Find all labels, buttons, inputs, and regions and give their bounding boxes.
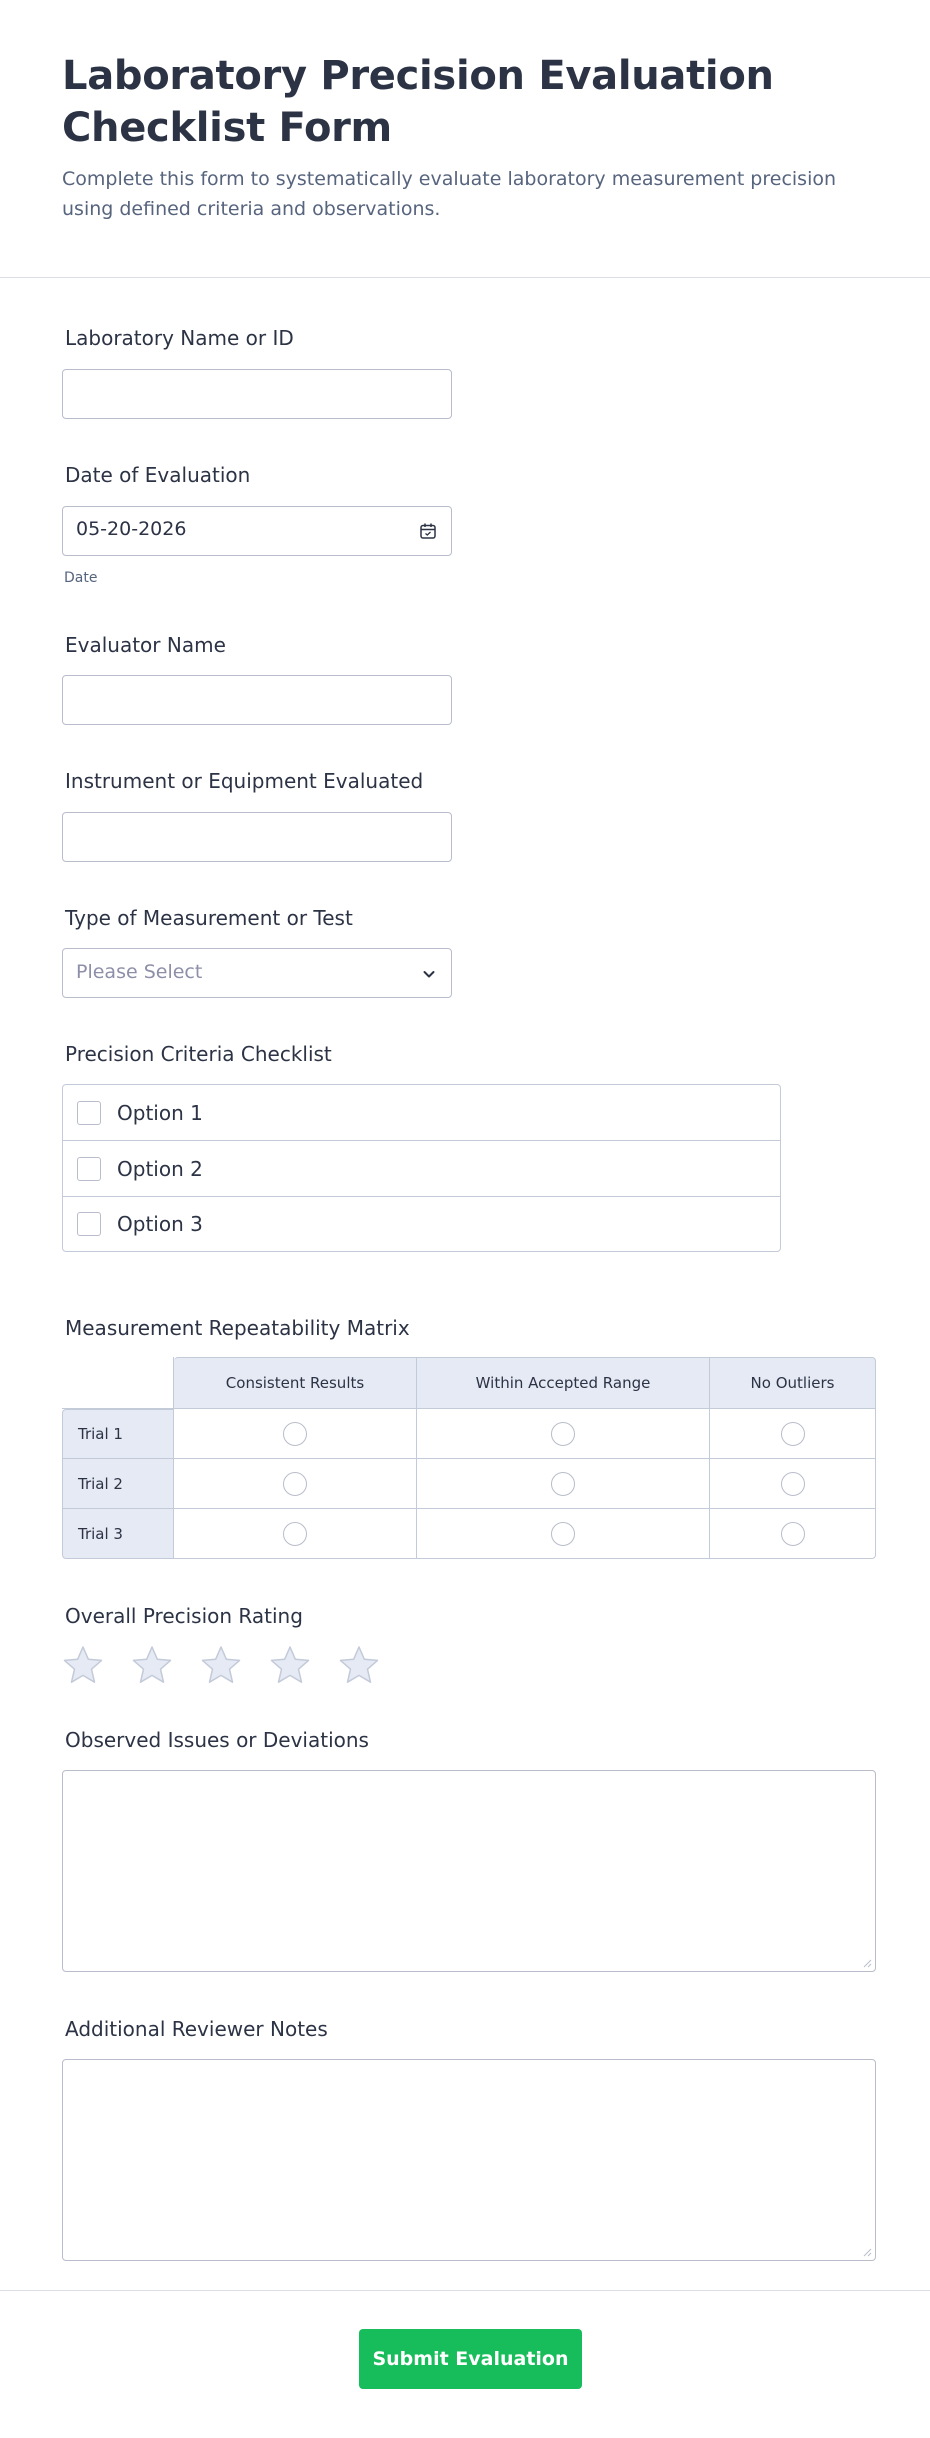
- calendar-icon[interactable]: [419, 522, 437, 540]
- radio-button[interactable]: [283, 1522, 307, 1546]
- checkbox[interactable]: [77, 1157, 101, 1181]
- checklist-label: Precision Criteria Checklist: [65, 1042, 332, 1066]
- matrix-corner: [62, 1357, 174, 1409]
- matrix-column-header: No Outliers: [710, 1357, 876, 1409]
- form-title: Laboratory Precision Evaluation Checklist Form: [62, 53, 774, 151]
- date-input[interactable]: [62, 506, 452, 556]
- instrument-label: Instrument or Equipment Evaluated: [65, 769, 424, 793]
- matrix-cell[interactable]: [417, 1409, 710, 1459]
- matrix-cell[interactable]: [174, 1409, 417, 1459]
- matrix-label: Measurement Repeatability Matrix: [65, 1316, 410, 1340]
- form-description: Complete this form to systematically evaluate laboratory measurement precision using defined criteria and observations.: [62, 168, 837, 220]
- repeatability-matrix: [62, 1357, 876, 1559]
- checklist-option[interactable]: [63, 1141, 780, 1197]
- notes-textarea[interactable]: [62, 2059, 876, 2261]
- checklist-option-label: Option 1: [117, 1100, 203, 1125]
- date-label: Date of Evaluation: [65, 463, 251, 487]
- checkbox[interactable]: [77, 1212, 101, 1236]
- matrix-cell[interactable]: [417, 1459, 710, 1509]
- matrix-cell[interactable]: [710, 1409, 876, 1459]
- checklist-option-label: Option 3: [117, 1212, 203, 1236]
- matrix-row-header: Trial 3: [62, 1509, 174, 1559]
- rating-label: Overall Precision Rating: [65, 1604, 303, 1628]
- matrix-row: [62, 1509, 876, 1559]
- lab-name-label: Laboratory Name or ID: [65, 326, 294, 350]
- checkbox[interactable]: [77, 1101, 101, 1125]
- form-footer: [0, 2290, 930, 2438]
- evaluator-label: Evaluator Name: [65, 633, 226, 657]
- matrix-row: [62, 1409, 876, 1459]
- radio-button[interactable]: [283, 1422, 307, 1446]
- resize-handle-icon[interactable]: [862, 1958, 872, 1968]
- issues-label: Observed Issues or Deviations: [65, 1728, 369, 1752]
- star-rating: [62, 1644, 407, 1686]
- date-sublabel: Date: [64, 570, 98, 586]
- radio-button[interactable]: [551, 1472, 575, 1496]
- radio-button[interactable]: [781, 1472, 805, 1496]
- radio-button[interactable]: [781, 1522, 805, 1546]
- matrix-cell[interactable]: [710, 1509, 876, 1559]
- date-value: 05-20-2026: [76, 518, 187, 540]
- matrix-column-header: Within Accepted Range: [417, 1357, 710, 1409]
- matrix-row-header: Trial 2: [62, 1459, 174, 1509]
- chevron-down-icon: [421, 966, 437, 982]
- radio-button[interactable]: [551, 1522, 575, 1546]
- evaluator-input[interactable]: [62, 675, 452, 725]
- checklist-option[interactable]: [63, 1197, 780, 1251]
- matrix-row: [62, 1459, 876, 1509]
- star-icon[interactable]: [62, 1644, 104, 1686]
- matrix-cell[interactable]: [417, 1509, 710, 1559]
- submit-button[interactable]: Submit Evaluation: [359, 2329, 582, 2389]
- radio-button[interactable]: [283, 1472, 307, 1496]
- star-icon[interactable]: [269, 1644, 311, 1686]
- checklist-option-label: Option 2: [117, 1156, 203, 1181]
- matrix-cell[interactable]: [710, 1459, 876, 1509]
- checklist-group: [62, 1084, 781, 1252]
- radio-button[interactable]: [551, 1422, 575, 1446]
- matrix-column-header: Consistent Results: [174, 1357, 417, 1409]
- instrument-input[interactable]: [62, 812, 452, 862]
- measurement-type-placeholder: Please Select: [76, 961, 203, 983]
- star-icon[interactable]: [200, 1644, 242, 1686]
- star-icon[interactable]: [338, 1644, 380, 1686]
- matrix-cell[interactable]: [174, 1509, 417, 1559]
- issues-textarea[interactable]: [62, 1770, 876, 1972]
- measurement-type-select[interactable]: [62, 948, 452, 998]
- lab-name-input[interactable]: [62, 369, 452, 419]
- notes-label: Additional Reviewer Notes: [65, 2017, 328, 2041]
- star-icon[interactable]: [131, 1644, 173, 1686]
- measurement-type-label: Type of Measurement or Test: [65, 906, 353, 930]
- checklist-option[interactable]: [63, 1085, 780, 1141]
- matrix-row-header: Trial 1: [62, 1409, 174, 1459]
- matrix-cell[interactable]: [174, 1459, 417, 1509]
- radio-button[interactable]: [781, 1422, 805, 1446]
- resize-handle-icon[interactable]: [862, 2247, 872, 2257]
- form-header: [0, 0, 930, 278]
